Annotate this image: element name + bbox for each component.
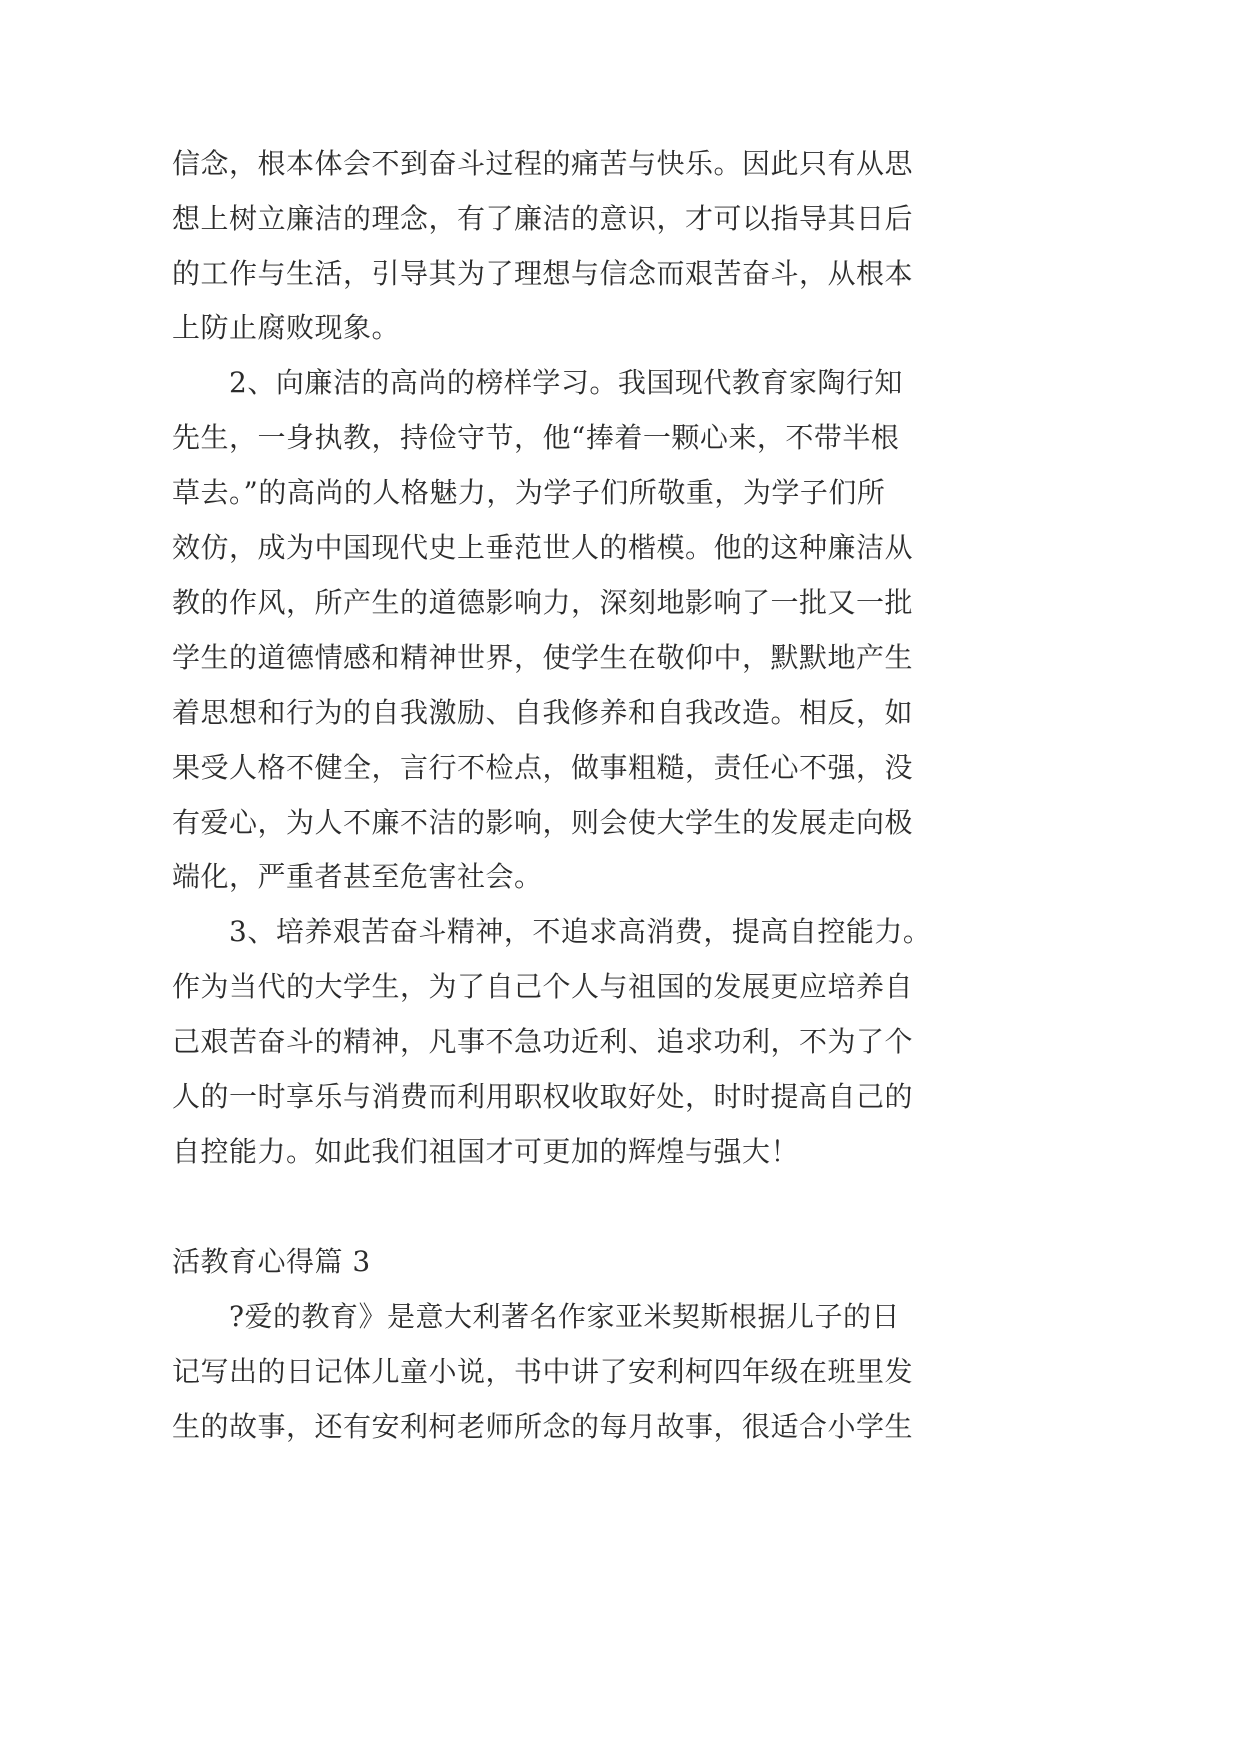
paragraph-first-line: ?爱的教育》是意大利著名作家亚米契斯根据儿子的日 <box>229 1300 901 1333</box>
text-line: 想上树立廉洁的理念，有了廉洁的意识，才可以指导其日后 <box>172 202 914 235</box>
text-line: 的工作与生活，引导其为了理想与信念而艰苦奋斗，从根本 <box>172 257 914 290</box>
text-line: 自控能力。如此我们祖国才可更加的辉煌与强大！ <box>172 1135 800 1168</box>
section-title: 活教育心得篇 3 <box>172 1245 371 1278</box>
text-line: 效仿，成为中国现代史上垂范世人的楷模。他的这种廉洁从 <box>172 531 914 564</box>
text-line: 记写出的日记体儿童小说，书中讲了安利柯四年级在班里发 <box>172 1355 914 1388</box>
text-line: 生的故事，还有安利柯老师所念的每月故事，很适合小学生 <box>172 1410 914 1443</box>
text-line: 先生，一身执教，持俭守节，他“捧着一颗心来，不带半根 <box>172 421 900 454</box>
text-line: 教的作风，所产生的道德影响力，深刻地影响了一批又一批 <box>172 586 914 619</box>
text-line: 着思想和行为的自我激励、自我修养和自我改造。相反，如 <box>172 696 914 729</box>
text-line: 有爱心，为人不廉不洁的影响，则会使大学生的发展走向极 <box>172 806 914 839</box>
text-line: 上防止腐败现象。 <box>172 311 401 344</box>
paragraph-first-line: 3、培养艰苦奋斗精神，不追求高消费，提高自控能力。 <box>229 915 932 948</box>
text-line: 人的一时享乐与消费而利用职权收取好处，时时提高自己的 <box>172 1080 914 1113</box>
text-line: 端化，严重者甚至危害社会。 <box>172 860 543 893</box>
text-line: 果受人格不健全，言行不检点，做事粗糙，责任心不强，没 <box>172 751 914 784</box>
text-line: 学生的道德情感和精神世界，使学生在敬仰中，默默地产生 <box>172 641 914 674</box>
paragraph-first-line: 2、向廉洁的高尚的榜样学习。我国现代教育家陶行知 <box>229 366 903 399</box>
text-line: 己艰苦奋斗的精神，凡事不急功近利、追求功利，不为了个 <box>172 1025 914 1058</box>
text-line: 草去。”的高尚的人格魅力，为学子们所敬重，为学子们所 <box>172 476 886 509</box>
text-line: 信念，根本体会不到奋斗过程的痛苦与快乐。因此只有从思 <box>172 147 914 180</box>
text-line: 作为当代的大学生，为了自己个人与祖国的发展更应培养自 <box>172 970 914 1003</box>
